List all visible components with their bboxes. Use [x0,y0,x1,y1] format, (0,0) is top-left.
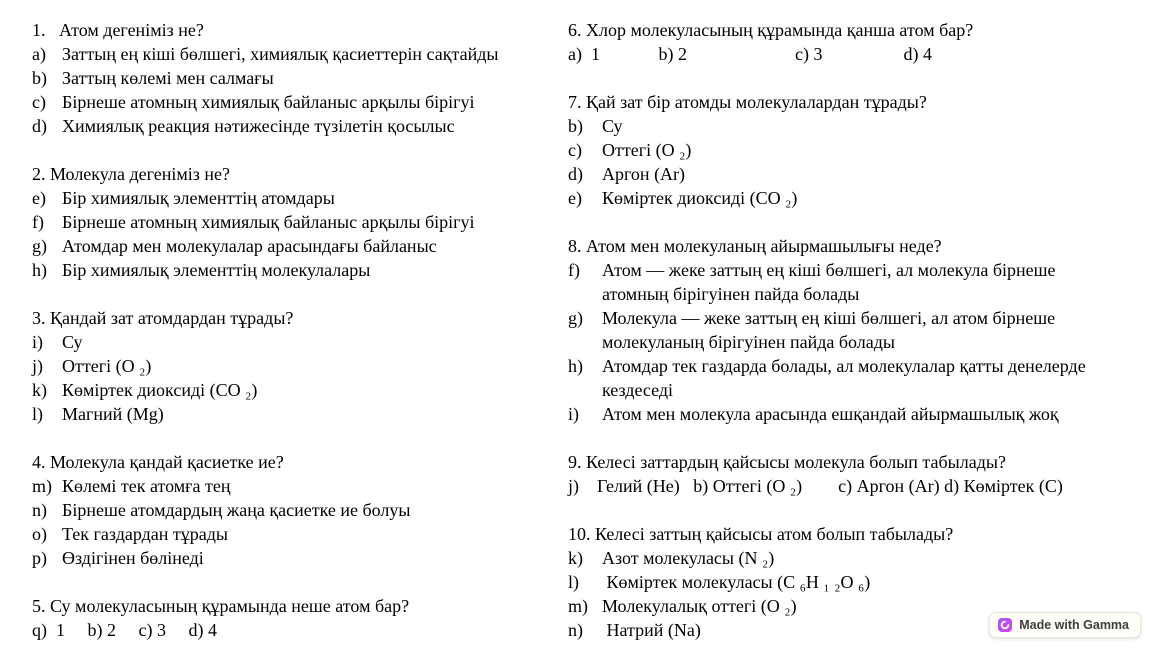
option-line [568,186,1114,210]
option-marker: g) [32,236,47,256]
option-line [568,114,1114,138]
option-line [32,234,564,258]
question-title: 7. Қай зат бір атомды молекулалардан тұрады? [568,92,927,112]
option-text: Көміртек молекуласы (C ₆H ₁ ₂O ₆) [602,572,871,592]
option-line [32,210,564,234]
option-marker: i) [32,332,43,352]
option-line [32,42,564,66]
option-marker: h) [568,356,583,376]
option-text: Заттың көлемі мен салмағы [62,68,274,88]
option-text: Азот молекуласы (N ₂) [602,548,775,568]
option-text: Натрий (Na) [602,620,701,640]
option-text: Бірнеше атомдардың жаңа қасиетке ие болуы [62,500,411,520]
option-marker: j) [32,356,43,376]
option-text: Молекула — жеке заттың ең кіші бөлшегі, ал атом бірнеше молекуланың бірігуінен пайда болады [602,308,1060,352]
option-text: Заттың ең кіші бөлшегі, химиялық қасиеттерін сақтайды [62,44,499,64]
question-block-5 [32,594,564,642]
option-line [32,402,564,426]
option-line [32,258,564,282]
option-marker: d) [568,164,583,184]
option-marker: a) [32,44,46,64]
option-marker: k) [568,548,583,568]
option-marker: m) [32,476,52,496]
option-line [568,354,1114,402]
option-text: Аргон (Ar) [602,164,686,184]
option-marker: d) [32,116,47,136]
option-marker: c) [568,140,582,160]
option-marker: m) [568,596,588,616]
option-line [568,258,1114,306]
option-line [568,546,1114,570]
option-line [568,138,1114,162]
option-line [32,522,564,546]
option-marker: l) [568,572,579,592]
option-line [32,546,564,570]
option-text: Бір химиялық элементтің молекулалары [62,260,371,280]
option-line [32,90,564,114]
option-marker: g) [568,308,583,328]
option-marker: e) [568,188,582,208]
option-text: Атомдар мен молекулалар арасындағы байланыс [62,236,437,256]
option-line [568,162,1114,186]
option-text: Көміртек диоксиді (CO ₂) [602,188,798,208]
option-text: Химиялық реакция нәтижесінде түзілетін қосылыс [62,116,455,136]
option-text: Су [602,116,623,136]
option-text: Атом — жеке заттың ең кіші бөлшегі, ал молекула бірнеше атомның бірігуінен пайда болады [602,260,1061,304]
question-title: 4. Молекула қандай қасиетке ие? [32,452,284,472]
option-text: Оттегі (O ₂) [62,356,152,376]
option-text: Өздігінен бөлінеді [62,548,204,568]
options-row: a) 1 b) 2 c) 3 d) 4 [568,44,932,64]
option-text: Тек газдардан тұрады [62,524,228,544]
question-block-3 [32,306,564,426]
option-text: Көміртек диоксиді (CO ₂) [62,380,258,400]
option-text: Бір химиялық элементтің атомдары [62,188,335,208]
question-title: 3. Қандай зат атомдардан тұрады? [32,308,294,328]
left-column [32,18,564,642]
question-title: 9. Келесі заттардың қайсысы молекула болып табылады? [568,452,1006,472]
question-title: 5. Су молекуласының құрамында неше атом бар? [32,596,410,616]
question-block-4 [32,450,564,570]
option-marker: l) [32,404,43,424]
option-line [32,330,564,354]
option-text: Атомдар тек газдарда болады, ал молекулалар қатты денелерде кездеседі [602,356,1091,400]
option-text: Көлемі тек атомға тең [62,476,231,496]
option-marker: c) [32,92,46,112]
option-marker: i) [568,404,579,424]
option-marker: b) [32,68,47,88]
option-text: Магний (Mg) [62,404,164,424]
option-marker: k) [32,380,47,400]
option-line [568,402,1114,426]
question-title: 10. Келесі заттың қайсысы атом болып табылады? [568,524,954,544]
question-block-7 [568,90,1114,210]
right-column [568,18,1114,642]
option-text: Атом мен молекула арасында ешқандай айырмашылық жоқ [602,404,1059,424]
option-line [32,66,564,90]
options-row: q) 1 b) 2 c) 3 d) 4 [32,620,217,640]
option-marker: n) [568,620,583,640]
option-line [568,306,1114,354]
question-title: 1. Атом дегеніміз не? [32,20,204,40]
option-text: Оттегі (O ₂) [602,140,692,160]
option-line [32,498,564,522]
option-marker: h) [32,260,47,280]
gamma-logo-icon [998,618,1012,632]
option-line [568,570,1114,594]
option-text: Су [62,332,83,352]
option-line [32,114,564,138]
option-text: Молекулалық оттегі (O ₂) [602,596,797,616]
question-block-8 [568,234,1114,426]
option-text: Бірнеше атомның химиялық байланыс арқылы бірігуі [62,212,475,232]
question-block-1 [32,18,564,138]
option-line [32,378,564,402]
options-row: j) Гелий (He) b) Оттегі (O ₂) c) Аргон (Ar) d) Көміртек (C) [568,476,1063,496]
option-line [32,474,564,498]
question-title: 2. Молекула дегеніміз не? [32,164,230,184]
option-marker: f) [568,260,580,280]
made-with-gamma-badge[interactable] [989,612,1141,638]
option-marker: o) [32,524,47,544]
option-text: Бірнеше атомның химиялық байланыс арқылы бірігуі [62,92,475,112]
badge-label: Made with Gamma [1019,618,1129,632]
option-line [32,354,564,378]
option-marker: p) [32,548,47,568]
option-marker: e) [32,188,46,208]
option-marker: f) [32,212,44,232]
question-title: 6. Хлор молекуласының құрамында қанша атом бар? [568,20,974,40]
option-line [32,186,564,210]
question-block-9 [568,450,1114,498]
option-marker: n) [32,500,47,520]
option-marker: b) [568,116,583,136]
question-block-6 [568,18,1114,66]
question-title: 8. Атом мен молекуланың айырмашылығы неде? [568,236,942,256]
question-block-2 [32,162,564,282]
